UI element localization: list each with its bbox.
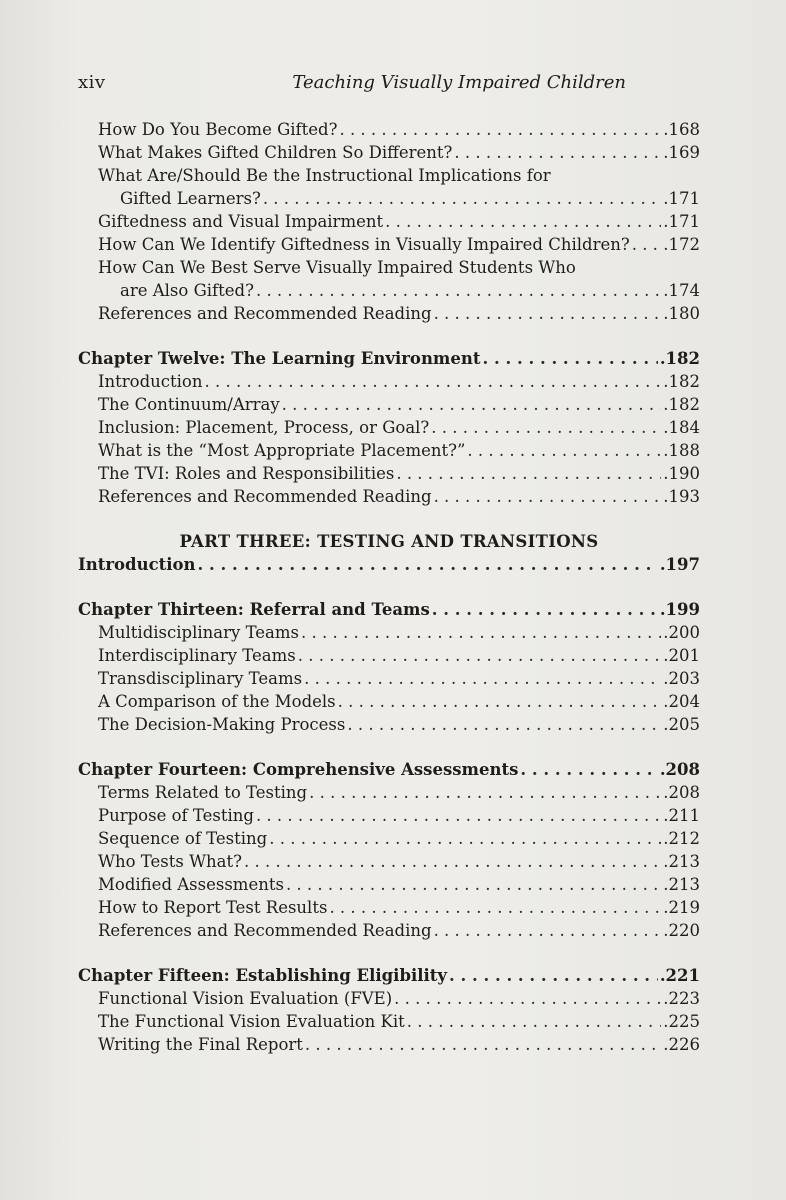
toc-entry-label: Modified Assessments [98, 875, 284, 894]
chapter-page: .182 [659, 349, 700, 368]
leader-dots [205, 370, 662, 393]
toc-entry-label: Multidisciplinary Teams [98, 623, 300, 642]
toc-entry-page: .184 [663, 418, 700, 437]
toc-entry-page: .205 [663, 715, 700, 734]
toc-entry-page: .182 [663, 395, 700, 414]
toc-entry-page: .213 [663, 852, 700, 871]
toc-entry [78, 210, 700, 233]
toc-entry-label: How Can We Best Serve Visually Impaired Students Who [98, 258, 576, 277]
toc-entry [78, 370, 700, 393]
chapter-heading [78, 964, 700, 987]
toc-entry-page: .171 [663, 212, 700, 231]
toc-entry [78, 827, 700, 850]
toc-entry-page: .211 [663, 806, 700, 825]
leader-dots [520, 758, 657, 781]
toc-entry-page: .172 [663, 235, 700, 254]
toc-entry [78, 690, 700, 713]
toc-entry [78, 987, 700, 1010]
toc-entry-label: Introduction [98, 372, 203, 391]
toc-entry [78, 850, 700, 873]
toc-entry-label: Interdisciplinary Teams [98, 646, 296, 665]
leader-dots [339, 118, 661, 141]
toc-entry-label: What Are/Should Be the Instructional Implications for [98, 166, 551, 185]
chapter-title: Chapter Fifteen: Establishing Eligibility [78, 966, 447, 985]
toc-entry-label: What Makes Gifted Children So Different? [98, 143, 453, 162]
toc-entry-label: Purpose of Testing [98, 806, 254, 825]
toc-entry [78, 896, 700, 919]
toc-entry-page: .201 [663, 646, 700, 665]
chapter-title: Chapter Twelve: The Learning Environment [78, 349, 481, 368]
toc-entry-page: .226 [663, 1035, 700, 1054]
toc-entry-label: What is the “Most Appropriate Placement?” [98, 441, 466, 460]
running-title: Teaching Visually Impaired Children [292, 72, 626, 93]
chapter-heading [78, 758, 700, 781]
toc-entry [78, 485, 700, 508]
toc-entry-page: .213 [663, 875, 700, 894]
leader-dots [431, 416, 661, 439]
leader-dots [298, 644, 662, 667]
toc-entry-page: .204 [663, 692, 700, 711]
leader-dots [434, 302, 662, 325]
leader-dots [286, 873, 661, 896]
toc-entry-label: Writing the Final Report [98, 1035, 303, 1054]
toc-entry [78, 279, 700, 302]
leader-dots [304, 667, 661, 690]
leader-dots [467, 439, 661, 462]
toc-entry-label: The Functional Vision Evaluation Kit [98, 1012, 405, 1031]
page-number: xiv [78, 72, 106, 93]
toc-entry-label: How Do You Become Gifted? [98, 120, 338, 139]
toc-entry-page: .225 [663, 1012, 700, 1031]
leader-dots [632, 233, 662, 256]
toc-entry [78, 873, 700, 896]
leader-dots [394, 987, 661, 1010]
toc-entry-page: .193 [663, 487, 700, 506]
toc-entry-label: How to Report Test Results [98, 898, 328, 917]
toc-entry [78, 187, 700, 210]
toc-entry [78, 462, 700, 485]
toc-entry [78, 1033, 700, 1056]
toc-entry [78, 416, 700, 439]
toc-entry-label: References and Recommended Reading [98, 304, 432, 323]
toc-entry-label: Sequence of Testing [98, 829, 268, 848]
toc-entry-page: .223 [663, 989, 700, 1008]
toc-entry [78, 644, 700, 667]
leader-dots [434, 485, 662, 508]
leader-dots [269, 827, 661, 850]
leader-dots [347, 713, 661, 736]
toc-entry-page: .169 [663, 143, 700, 162]
leader-dots [454, 141, 661, 164]
toc-entry [78, 667, 700, 690]
chapter-title: Chapter Fourteen: Comprehensive Assessments [78, 760, 519, 779]
toc-entry [78, 919, 700, 942]
leader-dots [309, 781, 661, 804]
page-header [78, 72, 686, 93]
toc-entry [78, 393, 700, 416]
toc-entry [78, 804, 700, 827]
toc-entry [78, 233, 700, 256]
toc-entry [78, 439, 700, 462]
part-introduction [78, 553, 700, 576]
part-intro-page: .197 [659, 555, 700, 574]
leader-dots [338, 690, 662, 713]
toc-entry-label: Gifted Learners? [120, 189, 261, 208]
toc-entry-page: .190 [663, 464, 700, 483]
leader-dots [198, 553, 658, 576]
leader-dots [244, 850, 661, 873]
leader-dots [282, 393, 662, 416]
chapter-page: .199 [659, 600, 700, 619]
leader-dots [256, 279, 661, 302]
chapter-heading [78, 347, 700, 370]
toc-entry-page: .174 [663, 281, 700, 300]
leader-dots [329, 896, 661, 919]
toc-entry [78, 302, 700, 325]
toc-entry-label: Transdisciplinary Teams [98, 669, 303, 688]
chapter-page: .208 [659, 760, 700, 779]
toc-entry-page: .219 [663, 898, 700, 917]
toc-entry-label: The TVI: Roles and Responsibilities [98, 464, 395, 483]
leader-dots [432, 598, 658, 621]
leader-dots [305, 1033, 661, 1056]
toc-entry-label: Who Tests What? [98, 852, 242, 871]
toc-entry [78, 781, 700, 804]
toc-entry-label: Inclusion: Placement, Process, or Goal? [98, 418, 430, 437]
toc-entry-page: .200 [663, 623, 700, 642]
leader-dots [396, 462, 661, 485]
toc-entry-label: Giftedness and Visual Impairment [98, 212, 384, 231]
part-title: PART THREE: TESTING AND TRANSITIONS [179, 532, 599, 551]
toc-entry [78, 1010, 700, 1033]
toc-entry-label: A Comparison of the Models [98, 692, 336, 711]
toc-entry-label: How Can We Identify Giftedness in Visually Impaired Children? [98, 235, 630, 254]
chapter-page: .221 [659, 966, 700, 985]
toc-entry-label: References and Recommended Reading [98, 921, 432, 940]
toc-entry [78, 141, 700, 164]
toc-entry-label: Functional Vision Evaluation (FVE) [98, 989, 393, 1008]
toc-entry-page: .168 [663, 120, 700, 139]
toc-entry-page: .182 [663, 372, 700, 391]
toc-entry-page: .203 [663, 669, 700, 688]
toc-entry-label: The Continuum/Array [98, 395, 280, 414]
part-intro-label: Introduction [78, 555, 196, 574]
toc-entry-label: are Also Gifted? [120, 281, 254, 300]
leader-dots [483, 347, 658, 370]
toc-entry [78, 118, 700, 141]
chapter-heading [78, 598, 700, 621]
leader-dots [256, 804, 661, 827]
leader-dots [301, 621, 661, 644]
chapter-title: Chapter Thirteen: Referral and Teams [78, 600, 430, 619]
toc-entry [78, 713, 700, 736]
leader-dots [434, 919, 662, 942]
table-of-contents [78, 118, 700, 1056]
toc-entry-label: Terms Related to Testing [98, 783, 308, 802]
toc-entry-page: .180 [663, 304, 700, 323]
leader-dots [263, 187, 661, 210]
leader-dots [385, 210, 661, 233]
toc-entry [78, 621, 700, 644]
toc-entry-page: .220 [663, 921, 700, 940]
toc-entry-page: .188 [663, 441, 700, 460]
toc-entry-page: .171 [663, 189, 700, 208]
leader-dots [407, 1010, 661, 1033]
toc-entry-label: The Decision-Making Process [98, 715, 346, 734]
toc-entry-label: References and Recommended Reading [98, 487, 432, 506]
leader-dots [449, 964, 658, 987]
toc-entry-page: .212 [663, 829, 700, 848]
toc-entry-page: .208 [663, 783, 700, 802]
